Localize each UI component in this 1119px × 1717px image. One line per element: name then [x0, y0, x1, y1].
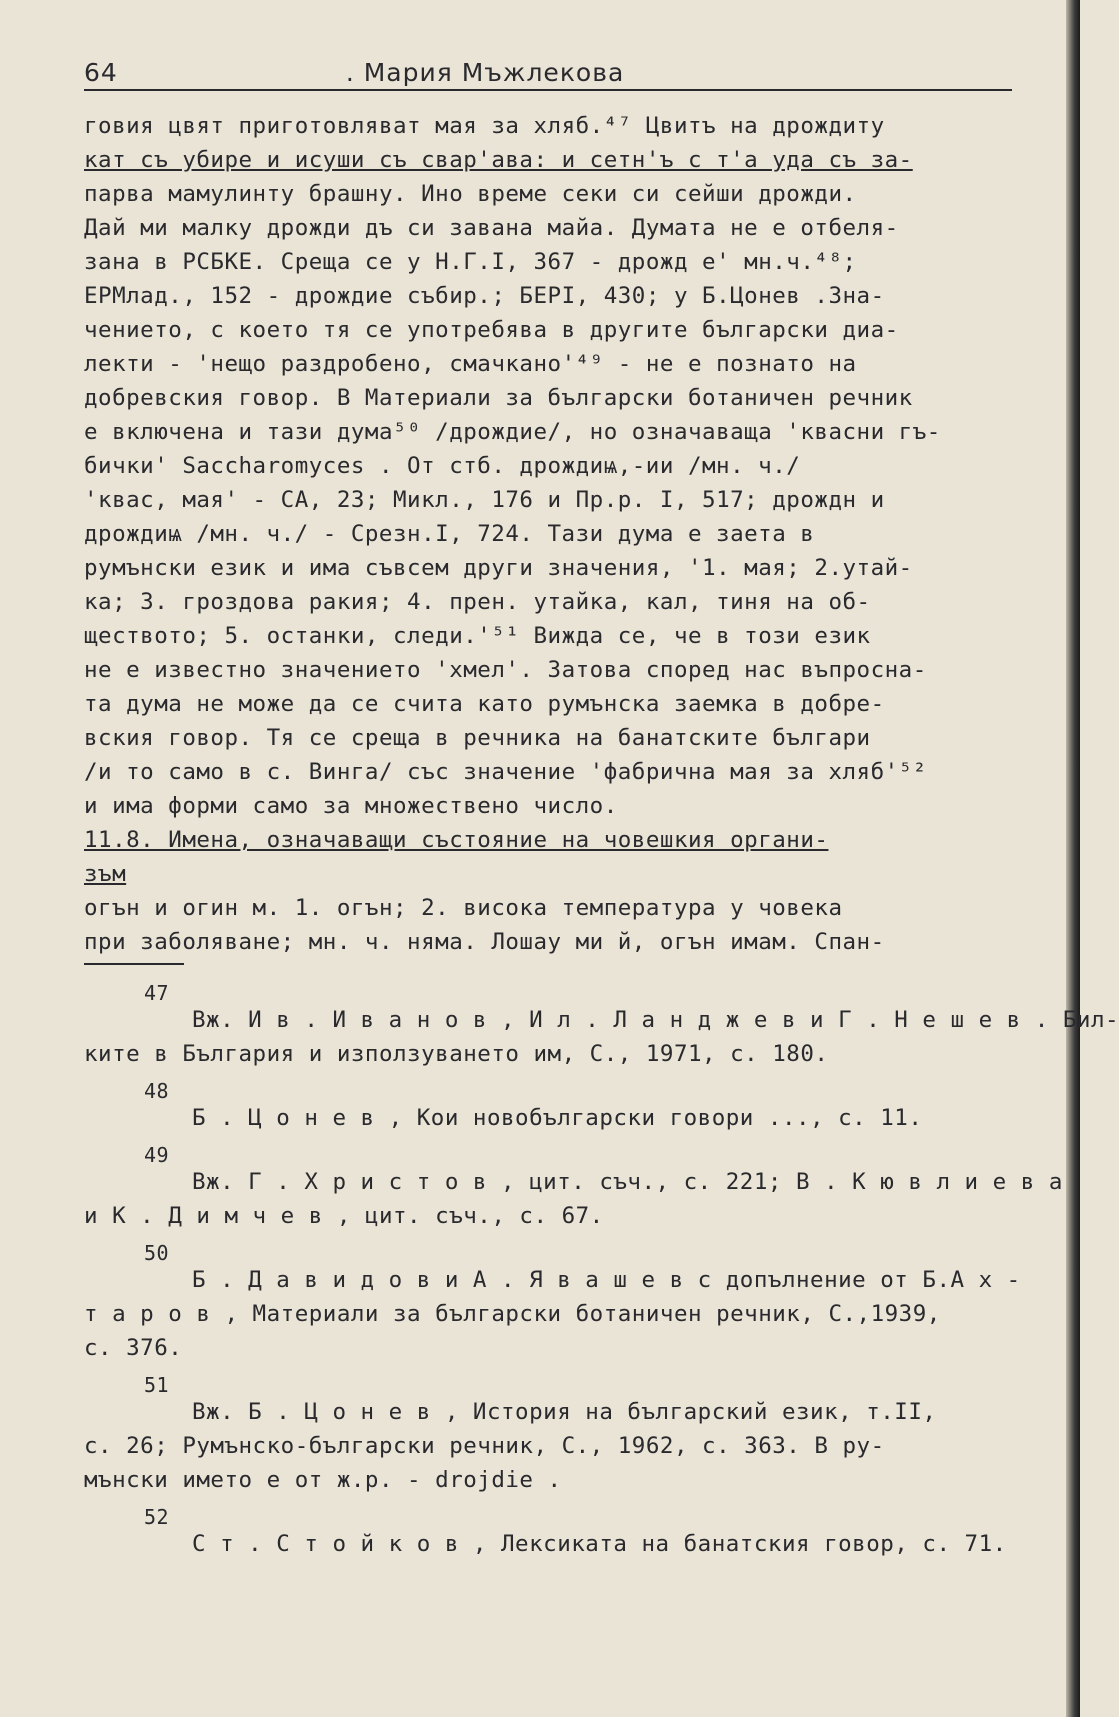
- footnote: [84, 1507, 1012, 1561]
- running-header: [84, 58, 1012, 91]
- text-line: е включена и тази дума⁵⁰ /дрождие/, но означаваща 'квасни гъ-: [84, 419, 941, 445]
- footnote-line: т а р о в , Материали за български ботаничен речник, С.,1939,: [84, 1301, 941, 1327]
- text-line: не е известно значението 'хмел'. Затова според нас въпросна-: [84, 657, 927, 683]
- section-heading-continuation: зъм: [84, 861, 127, 887]
- section-heading: 11.8. Имена, означаващи състояние на човешкия органи-: [84, 827, 829, 853]
- book-page: [84, 58, 1119, 1571]
- footnote: [84, 1081, 1012, 1135]
- footnote-number: 49: [144, 1143, 170, 1167]
- footnote-line: Вж. Г . Х р и с т о в , цит. съч., с. 221; В . К ю в л и е в а: [192, 1169, 1063, 1195]
- footnote-line: Б . Д а в и д о в и А . Я в а ш е в с допълнение от Б.А х -: [192, 1267, 1021, 1293]
- footnotes: [84, 981, 1119, 1561]
- text-line: добревския говор. В Материали за български ботаничен речник: [84, 385, 913, 411]
- footnote: [84, 1241, 1021, 1365]
- page-number: 64: [84, 58, 118, 87]
- entry-line: при заболяване; мн. ч. няма. Лошау ми й, огън имам. Спан-: [84, 929, 885, 955]
- text-line: ществото; 5. останки, следи.'⁵¹ Вижда се, че в този език: [84, 623, 871, 649]
- footnote-line: ките в България и използуването им, С., 1971, с. 180.: [84, 1041, 829, 1067]
- footnote: [84, 1143, 1063, 1233]
- footnote-number: 48: [144, 1079, 170, 1103]
- text-line: /и то само в с. Винга/ със значение 'фабрична мая за хляб'⁵²: [84, 759, 927, 785]
- text-line: лекти - 'нещо раздробено, смачкано'⁴⁹ - не е познато на: [84, 351, 857, 377]
- text-line: и има форми само за множествено число.: [84, 793, 618, 819]
- text-line: 'квас, мая' - СА, 23; Микл., 176 и Пр.р. I, 517; дрождн и: [84, 487, 885, 513]
- text-line: дрождиѩ /мн. ч./ - Срезн.I, 724. Тази дума е заета в: [84, 521, 815, 547]
- text-line: та дума не може да се счита като румънска заемка в добре-: [84, 691, 885, 717]
- text-line: зана в РСБКЕ. Среща се у Н.Г.I, 367 - дрожд е' мн.ч.⁴⁸;: [84, 249, 857, 275]
- text-line: вския говор. Тя се среща в речника на банатските българи: [84, 725, 871, 751]
- footnote-line: Вж. Б . Ц о н е в , История на българский език, т.II,: [192, 1399, 937, 1425]
- page-edge-shadow: [1066, 0, 1080, 1717]
- footnote-line: мънски името е от ж.р. - drojdie .: [84, 1467, 562, 1493]
- footnote-number: 52: [144, 1505, 170, 1529]
- footnote-line: Б . Ц о н е в , Кои новобългарски говори ..., с. 11.: [192, 1105, 923, 1131]
- footnote: [84, 981, 1119, 1071]
- running-title: . Мария Мъжлекова: [345, 58, 625, 87]
- footnote-line: С т . С т о й к о в , Лексиката на банатския говор, с. 71.: [192, 1531, 1007, 1557]
- entry-line: огън и огин м. 1. огън; 2. висока температура у човека: [84, 895, 843, 921]
- footnote-number: 47: [144, 981, 170, 1005]
- footnote-number: 50: [144, 1241, 170, 1265]
- text-line: ка; 3. гроздова ракия; 4. прен. утайка, кал, тиня на об-: [84, 589, 871, 615]
- footnote-line: с. 376.: [84, 1335, 183, 1361]
- footnote-divider: [84, 963, 184, 965]
- text-line: румънски език и има съвсем други значения, '1. мая; 2.утай-: [84, 555, 913, 581]
- text-line: бички' Saccharomyces . От стб. дрождиѩ,-ии /мн. ч./: [84, 453, 801, 479]
- main-text: [84, 109, 1012, 959]
- text-line: кат съ убире и исуши съ свар'ава: и сетн'ъ с т'а уда съ за-: [84, 147, 913, 173]
- footnote-line: Вж. И в . И в а н о в , И л . Л а н д ж е в и Г . Н е ш е в . Бил-: [192, 1007, 1119, 1033]
- text-line: говия цвят приготовляват мая за хляб.⁴⁷ Цвитъ на дрождиту: [84, 113, 885, 139]
- footnote: [84, 1375, 1012, 1497]
- footnote-line: и К . Д и м ч е в , цит. съч., с. 67.: [84, 1203, 604, 1229]
- text-line: ЕРМлад., 152 - дрождие събир.; БЕРI, 430; у Б.Цонев .Зна-: [84, 283, 885, 309]
- text-line: Дай ми малку дрожди дъ си завана майа. Думата не е отбеля-: [84, 215, 899, 241]
- footnote-line: с. 26; Румънско-български речник, С., 1962, с. 363. В ру-: [84, 1433, 885, 1459]
- text-line: чението, с което тя се употребява в другите български диа-: [84, 317, 899, 343]
- footnote-number: 51: [144, 1373, 170, 1397]
- text-line: парва мамулинту брашну. Ино време секи си сейши дрожди.: [84, 181, 857, 207]
